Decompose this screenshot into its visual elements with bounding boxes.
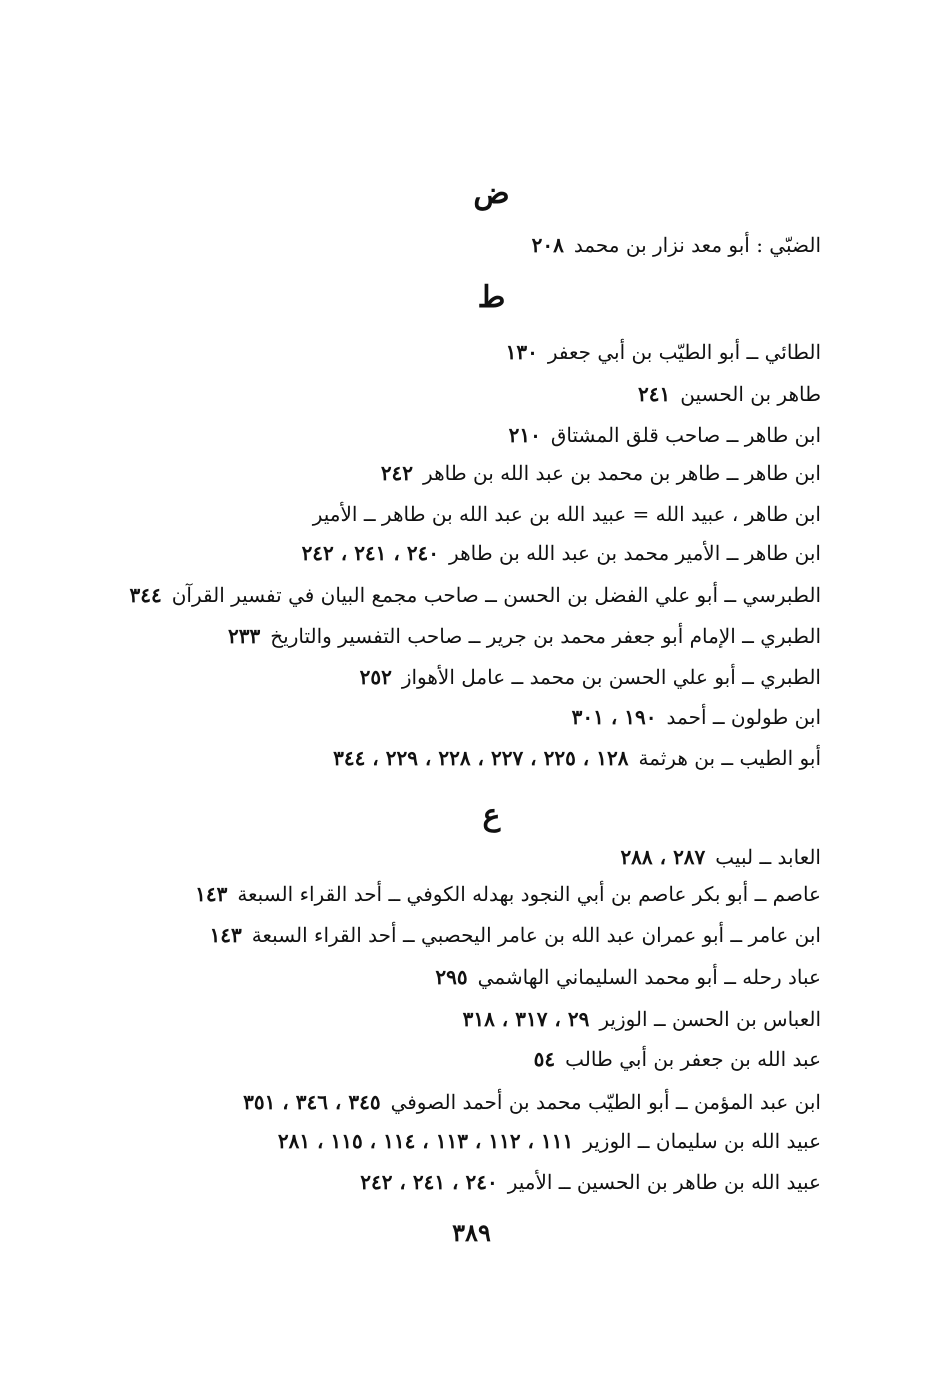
index-entry — [620, 842, 821, 872]
entry-pages: ١٤٣ — [209, 923, 242, 947]
index-entry — [303, 499, 821, 529]
entry-pages: ٢٤١ — [638, 382, 671, 406]
entry-pages: ٥٤ — [533, 1047, 556, 1071]
entry-name: عبيد الله بن طاهر بن الحسين ــ الأمير — [507, 1170, 821, 1194]
page-number: ٣٨٩ — [452, 1218, 491, 1247]
entry-name: عباد رحله ــ أبو محمد السليماني الهاشمي — [477, 965, 821, 989]
entry-name: العابد ــ لبيب — [715, 845, 821, 869]
index-entry — [360, 662, 821, 692]
index-entry — [129, 580, 821, 610]
entry-name: الطبري ــ الإمام أبو جعفر محمد بن جرير ــ صاحب التفسير والتاريخ — [270, 624, 821, 648]
entry-pages: ١٩٠ ، ٣٠١ — [571, 705, 657, 729]
entry-pages: ٢٤٠ ، ٢٤١ ، ٢٤٢ — [301, 541, 440, 565]
entry-name: الطبرسي ــ أبو علي الفضل بن الحسن ــ صاحب مجمع البيان في تفسير القرآن — [171, 583, 821, 607]
index-entry — [532, 230, 821, 260]
index-entry — [638, 379, 821, 409]
entry-pages: ٢٤٢ — [380, 461, 414, 485]
index-entry — [534, 1044, 821, 1074]
section-letter-ain: ع — [482, 798, 501, 833]
entry-pages: ٢١٠ — [508, 423, 541, 447]
entry-name: عاصم ــ أبو بكر عاصم بن أبي النجود بهدله الكوفي ــ أحد القراء السبعة — [237, 882, 821, 906]
index-entry — [509, 420, 821, 450]
entry-name: ابن طولون ــ أحمد — [666, 705, 821, 729]
section-letter-dad: ض — [473, 176, 510, 211]
section-letter-ta: ط — [477, 280, 506, 315]
entry-name: ابن طاهر ــ الأمير محمد بن عبد الله بن طاهر — [449, 541, 821, 565]
entry-name: ابن طاهر ــ صاحب قلق المشتاق — [550, 423, 821, 447]
index-entry — [572, 702, 821, 732]
entry-name: طاهر بن الحسين — [680, 382, 821, 406]
entry-pages: ٢٨٧ ، ٢٨٨ — [620, 845, 706, 869]
entry-name: عبد الله بن جعفر بن أبي طالب — [565, 1047, 821, 1071]
index-entry — [506, 337, 821, 367]
entry-name: الضبّي : أبو معد نزار بن محمد — [573, 233, 821, 257]
entry-name: ابن عبد المؤمن ــ أبو الطيّب محمد بن أحمد الصوفي — [390, 1090, 821, 1114]
entry-name: ابن طاهر ــ طاهر بن محمد بن عبد الله بن طاهر — [423, 461, 821, 485]
entry-pages: ٣٤٥ ، ٣٤٦ ، ٣٥١ — [243, 1090, 381, 1114]
entry-pages: ٢٠٨ — [531, 233, 564, 257]
entry-name: الطائي ــ أبو الطيّب بن أبي جعفر — [547, 340, 821, 364]
entry-name: العباس بن الحسن ــ الوزير — [599, 1007, 821, 1031]
entry-pages: ٢٩٥ — [435, 965, 468, 989]
entry-pages: ١٤٣ — [195, 882, 228, 906]
entry-pages: ٢٩ ، ٣١٧ ، ٣١٨ — [462, 1007, 590, 1031]
entry-pages: ٢٤٠ ، ٢٤١ ، ٢٤٢ — [360, 1170, 498, 1194]
index-entry — [302, 538, 821, 568]
entry-pages: ١١١ ، ١١٢ ، ١١٣ ، ١١٤ ، ١١٥ ، ٢٨١ — [277, 1129, 574, 1153]
entry-name: ابن طاهر ، عبيد الله = عبيد الله بن عبد الله بن طاهر ــ الأمير — [312, 502, 821, 526]
index-entry — [360, 1167, 821, 1197]
entry-name: الطبري ــ أبو علي الحسن بن محمد ــ عامل الأهواز — [401, 665, 821, 689]
index-entry — [435, 962, 821, 992]
entry-pages: ١٢٨ ، ٢٢٥ ، ٢٢٧ ، ٢٢٨ ، ٢٢٩ ، ٣٤٤ — [333, 746, 629, 770]
index-entry — [195, 879, 821, 909]
index-entry — [228, 621, 821, 651]
entry-pages: ١٣٠ — [505, 340, 538, 364]
entry-pages: ٢٣٣ — [228, 624, 261, 648]
index-entry — [463, 1004, 821, 1034]
index-entry — [210, 920, 821, 950]
index-entry — [243, 1087, 821, 1117]
entry-name: ابن عامر ــ أبو عمران عبد الله بن عامر اليحصبي ــ أحد القراء السبعة — [251, 923, 821, 947]
index-entry — [381, 458, 821, 488]
entry-pages: ٢٥٢ — [359, 665, 392, 689]
entry-name: عبيد الله بن سليمان ــ الوزير — [583, 1129, 821, 1153]
index-entry — [278, 1126, 821, 1156]
entry-pages: ٣٤٤ — [129, 583, 162, 607]
index-entry — [333, 743, 821, 773]
entry-name: أبو الطيب ــ بن هرثمة — [638, 746, 821, 770]
